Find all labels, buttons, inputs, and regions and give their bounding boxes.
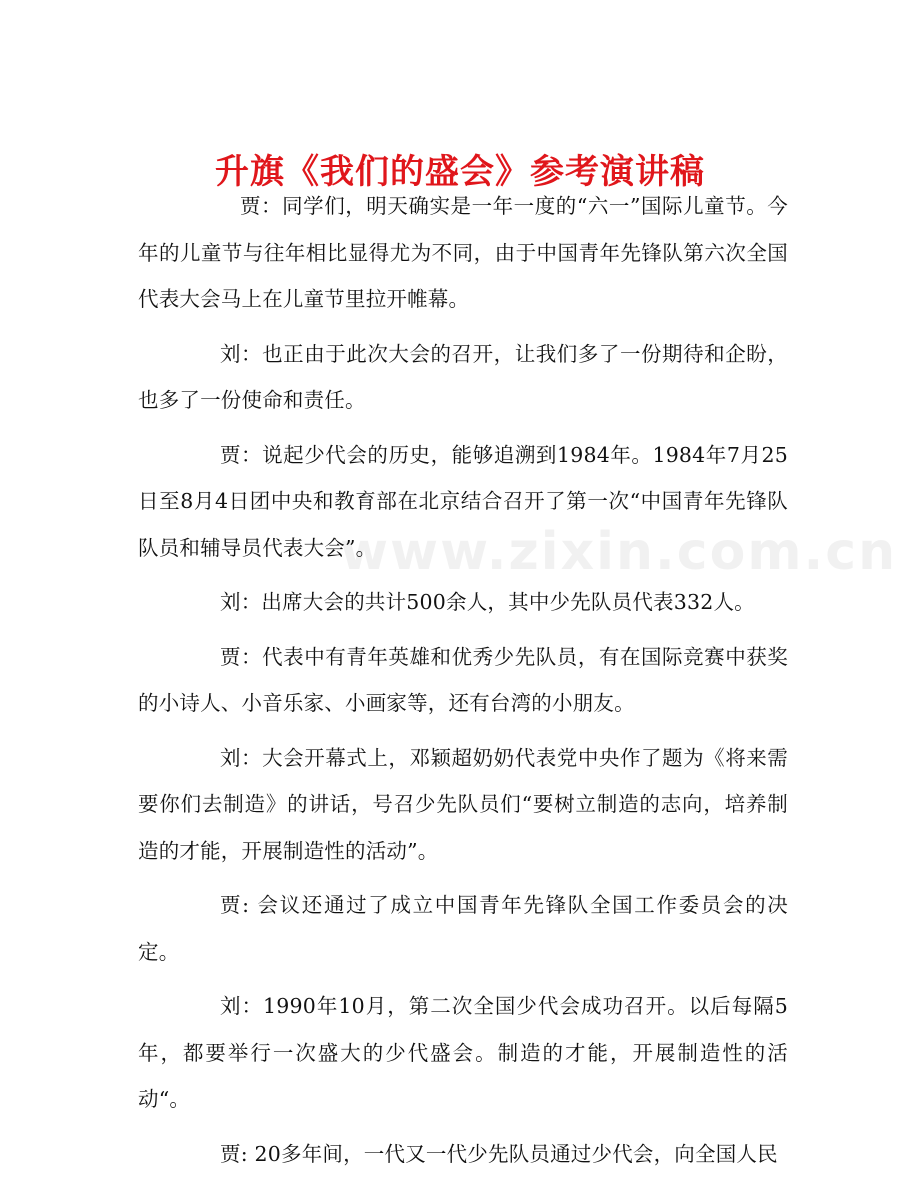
paragraph: 贾：说起少代会的历史，能够追溯到1984年。1984年7月25日至8月4日团中央和教育部在北京结合召开了第一次“中国青年先锋队队员和辅导员代表大会”。 — [138, 442, 788, 560]
paragraph: 贾: 会议还通过了成立中国青年先锋队全国工作委员会的决定。 — [138, 893, 788, 964]
paragraph: 贾：代表中有青年英雄和优秀少先队员，有在国际竞赛中获奖的小诗人、小音乐家、小画家等，还有台湾的小朋友。 — [138, 644, 788, 715]
watermark: www.zixin.com.cn — [340, 522, 898, 582]
paragraph: 贾: 20多年间，一代又一代少先队员通过少代会，向全国人民 — [220, 1141, 778, 1166]
paragraph: 刘：大会开幕式上，邓颖超奶奶代表党中央作了题为《将来需要你们去制造》的讲话，号召少先队员们“要树立制造的志向，培养制造的才能，开展制造性的活动”。 — [138, 745, 788, 863]
paragraph: 刘：出席大会的共计500余人，其中少先队员代表332人。 — [220, 590, 755, 614]
paragraph: 刘：也正由于此次大会的召开，让我们多了一份期待和企盼，也多了一份使命和责任。 — [138, 341, 788, 412]
paragraph: 刘：1990年10月，第二次全国少代会成功召开。以后每隔5年，都要举行一次盛大的少代盛会。制造的才能，开展制造性的活动“。 — [138, 994, 788, 1111]
document-title: 升旗《我们的盛会》参考演讲稿 — [215, 151, 705, 192]
paragraph: 贾：同学们，明天确实是一年一度的“六一”国际儿童节。今年的儿童节与往年相比显得尤为不同，由于中国青年先锋队第六次全国代表大会马上在儿童节里拉开帷幕。 — [138, 194, 788, 311]
document-body — [138, 183, 788, 1185]
